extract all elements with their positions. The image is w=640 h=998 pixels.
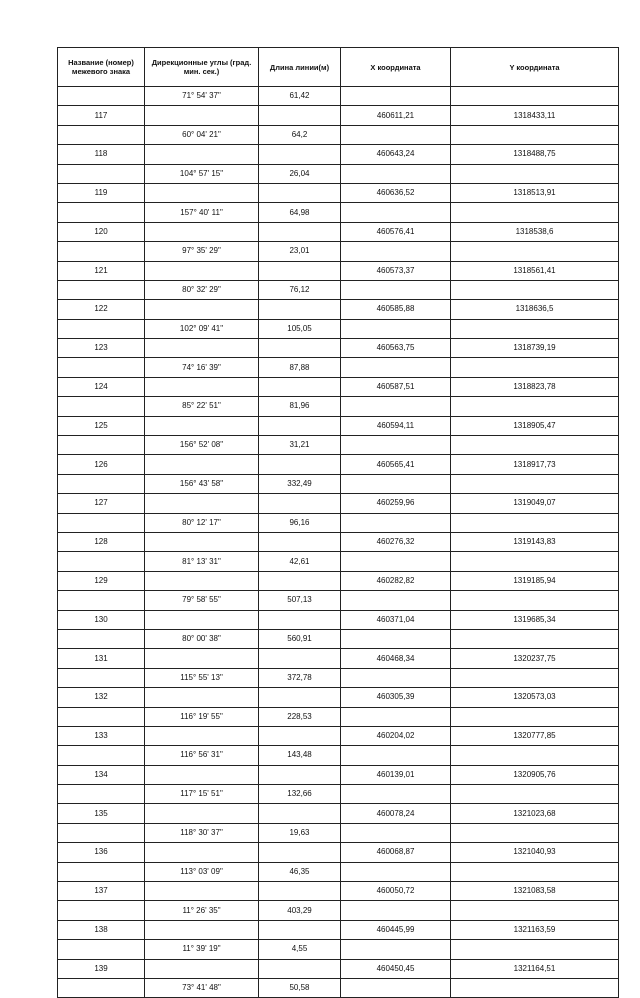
table-row [58, 436, 619, 455]
length-cell: 50,58 [259, 978, 341, 997]
length-cell: 61,42 [259, 87, 341, 106]
y-coordinate-cell: 1318823,78 [451, 377, 619, 396]
point-name-cell [58, 901, 145, 920]
table-row [58, 513, 619, 532]
length-cell [259, 765, 341, 784]
table-row [58, 183, 619, 202]
length-cell: 64,98 [259, 203, 341, 222]
y-coordinate-cell: 1318561,41 [451, 261, 619, 280]
table-row [58, 416, 619, 435]
x-coordinate-cell: 460573,37 [341, 261, 451, 280]
length-cell: 81,96 [259, 397, 341, 416]
angle-cell [145, 339, 259, 358]
point-name-cell [58, 746, 145, 765]
x-coordinate-cell [341, 707, 451, 726]
table-row [58, 668, 619, 687]
y-coordinate-cell [451, 785, 619, 804]
y-coordinate-cell [451, 513, 619, 532]
table-row [58, 746, 619, 765]
angle-cell: 104° 57' 15" [145, 164, 259, 183]
y-coordinate-cell [451, 901, 619, 920]
length-cell: 4,55 [259, 940, 341, 959]
length-cell [259, 688, 341, 707]
point-name-cell: 134 [58, 765, 145, 784]
length-cell: 507,13 [259, 591, 341, 610]
y-coordinate-cell [451, 862, 619, 881]
y-coordinate-cell: 1320777,85 [451, 726, 619, 745]
table-row [58, 571, 619, 590]
y-coordinate-cell: 1319049,07 [451, 494, 619, 513]
x-coordinate-cell [341, 978, 451, 997]
x-coordinate-cell [341, 164, 451, 183]
x-coordinate-cell: 460565,41 [341, 455, 451, 474]
length-cell [259, 261, 341, 280]
point-name-cell: 129 [58, 571, 145, 590]
y-coordinate-cell [451, 552, 619, 571]
x-coordinate-cell: 460585,88 [341, 300, 451, 319]
header-length: Длина линии(м) [259, 48, 341, 87]
point-name-cell: 127 [58, 494, 145, 513]
angle-cell [145, 882, 259, 901]
table-row [58, 455, 619, 474]
point-name-cell: 133 [58, 726, 145, 745]
angle-cell [145, 222, 259, 241]
length-cell: 42,61 [259, 552, 341, 571]
angle-cell: 102° 09' 41" [145, 319, 259, 338]
angle-cell [145, 765, 259, 784]
table-row [58, 552, 619, 571]
point-name-cell [58, 125, 145, 144]
angle-cell: 80° 32' 29" [145, 280, 259, 299]
point-name-cell: 124 [58, 377, 145, 396]
angle-cell [145, 261, 259, 280]
point-name-cell [58, 242, 145, 261]
x-coordinate-cell: 460204,02 [341, 726, 451, 745]
point-name-cell [58, 668, 145, 687]
length-cell [259, 145, 341, 164]
x-coordinate-cell [341, 862, 451, 881]
angle-cell [145, 377, 259, 396]
x-coordinate-cell: 460468,34 [341, 649, 451, 668]
y-coordinate-cell [451, 319, 619, 338]
angle-cell: 156° 52' 08" [145, 436, 259, 455]
angle-cell [145, 416, 259, 435]
y-coordinate-cell [451, 280, 619, 299]
header-angle: Дирекционные углы (град. мин. сек.) [145, 48, 259, 87]
table-row [58, 629, 619, 648]
angle-cell: 11° 26' 35" [145, 901, 259, 920]
y-coordinate-cell [451, 358, 619, 377]
point-name-cell [58, 358, 145, 377]
y-coordinate-cell: 1318739,19 [451, 339, 619, 358]
angle-cell: 116° 56' 31" [145, 746, 259, 765]
x-coordinate-cell: 460259,96 [341, 494, 451, 513]
header-name: Название (номер) межевого знака [58, 48, 145, 87]
x-coordinate-cell [341, 940, 451, 959]
x-coordinate-cell: 460139,01 [341, 765, 451, 784]
table-row [58, 532, 619, 551]
table-row [58, 87, 619, 106]
y-coordinate-cell: 1319185,94 [451, 571, 619, 590]
point-name-cell: 119 [58, 183, 145, 202]
y-coordinate-cell: 1318538,6 [451, 222, 619, 241]
x-coordinate-cell [341, 280, 451, 299]
angle-cell [145, 571, 259, 590]
length-cell [259, 726, 341, 745]
angle-cell [145, 145, 259, 164]
angle-cell [145, 688, 259, 707]
x-coordinate-cell: 460078,24 [341, 804, 451, 823]
y-coordinate-cell: 1320905,76 [451, 765, 619, 784]
y-coordinate-cell: 1321164,51 [451, 959, 619, 978]
angle-cell [145, 959, 259, 978]
length-cell [259, 804, 341, 823]
table-row [58, 843, 619, 862]
angle-cell: 117° 15' 51" [145, 785, 259, 804]
point-name-cell [58, 940, 145, 959]
point-name-cell: 139 [58, 959, 145, 978]
length-cell: 26,04 [259, 164, 341, 183]
angle-cell [145, 106, 259, 125]
point-name-cell: 135 [58, 804, 145, 823]
angle-cell: 81° 13' 31" [145, 552, 259, 571]
length-cell: 46,35 [259, 862, 341, 881]
y-coordinate-cell: 1318513,91 [451, 183, 619, 202]
y-coordinate-cell: 1318905,47 [451, 416, 619, 435]
x-coordinate-cell: 460594,11 [341, 416, 451, 435]
angle-cell [145, 610, 259, 629]
point-name-cell: 126 [58, 455, 145, 474]
length-cell [259, 222, 341, 241]
table-row [58, 862, 619, 881]
table-row [58, 397, 619, 416]
y-coordinate-cell: 1321040,93 [451, 843, 619, 862]
angle-cell: 74° 16' 39" [145, 358, 259, 377]
table-row [58, 145, 619, 164]
angle-cell: 79° 58' 55" [145, 591, 259, 610]
angle-cell: 80° 00' 38" [145, 629, 259, 648]
angle-cell: 60° 04' 21" [145, 125, 259, 144]
point-name-cell: 128 [58, 532, 145, 551]
length-cell: 19,63 [259, 823, 341, 842]
y-coordinate-cell [451, 746, 619, 765]
y-coordinate-cell: 1318917,73 [451, 455, 619, 474]
table-row [58, 765, 619, 784]
y-coordinate-cell [451, 474, 619, 493]
y-coordinate-cell [451, 668, 619, 687]
x-coordinate-cell [341, 629, 451, 648]
point-name-cell: 130 [58, 610, 145, 629]
x-coordinate-cell: 460576,41 [341, 222, 451, 241]
x-coordinate-cell [341, 397, 451, 416]
y-coordinate-cell [451, 707, 619, 726]
y-coordinate-cell [451, 940, 619, 959]
angle-cell: 97° 35' 29" [145, 242, 259, 261]
x-coordinate-cell [341, 203, 451, 222]
angle-cell [145, 649, 259, 668]
boundary-coordinates-table [57, 47, 619, 998]
table-row [58, 940, 619, 959]
x-coordinate-cell [341, 319, 451, 338]
point-name-cell [58, 978, 145, 997]
angle-cell [145, 532, 259, 551]
point-name-cell [58, 552, 145, 571]
table-row [58, 319, 619, 338]
angle-cell: 85° 22' 51" [145, 397, 259, 416]
point-name-cell [58, 280, 145, 299]
y-coordinate-cell [451, 242, 619, 261]
length-cell [259, 106, 341, 125]
y-coordinate-cell [451, 125, 619, 144]
table-row [58, 920, 619, 939]
x-coordinate-cell [341, 591, 451, 610]
table-body [58, 87, 619, 998]
point-name-cell [58, 397, 145, 416]
y-coordinate-cell: 1321083,58 [451, 882, 619, 901]
length-cell: 76,12 [259, 280, 341, 299]
y-coordinate-cell [451, 164, 619, 183]
header-y: Y координата [451, 48, 619, 87]
table-row [58, 610, 619, 629]
length-cell: 372,78 [259, 668, 341, 687]
x-coordinate-cell: 460611,21 [341, 106, 451, 125]
table-row [58, 823, 619, 842]
table-row [58, 106, 619, 125]
point-name-cell: 122 [58, 300, 145, 319]
y-coordinate-cell [451, 436, 619, 455]
x-coordinate-cell: 460563,75 [341, 339, 451, 358]
length-cell [259, 610, 341, 629]
point-name-cell: 136 [58, 843, 145, 862]
angle-cell: 156° 43' 58" [145, 474, 259, 493]
point-name-cell: 118 [58, 145, 145, 164]
point-name-cell: 131 [58, 649, 145, 668]
y-coordinate-cell: 1321163,59 [451, 920, 619, 939]
table-row [58, 377, 619, 396]
length-cell: 143,48 [259, 746, 341, 765]
length-cell [259, 571, 341, 590]
table-row [58, 959, 619, 978]
point-name-cell [58, 203, 145, 222]
length-cell: 228,53 [259, 707, 341, 726]
angle-cell: 157° 40' 11" [145, 203, 259, 222]
y-coordinate-cell [451, 203, 619, 222]
point-name-cell: 123 [58, 339, 145, 358]
y-coordinate-cell: 1318636,5 [451, 300, 619, 319]
x-coordinate-cell: 460371,04 [341, 610, 451, 629]
header-x: X координата [341, 48, 451, 87]
x-coordinate-cell [341, 474, 451, 493]
y-coordinate-cell: 1318433,11 [451, 106, 619, 125]
table-row [58, 882, 619, 901]
table-row [58, 164, 619, 183]
length-cell: 105,05 [259, 319, 341, 338]
point-name-cell [58, 436, 145, 455]
table-row [58, 300, 619, 319]
length-cell [259, 183, 341, 202]
length-cell [259, 377, 341, 396]
x-coordinate-cell [341, 125, 451, 144]
point-name-cell: 125 [58, 416, 145, 435]
angle-cell: 116° 19' 55" [145, 707, 259, 726]
x-coordinate-cell [341, 87, 451, 106]
x-coordinate-cell: 460636,52 [341, 183, 451, 202]
length-cell [259, 843, 341, 862]
length-cell: 23,01 [259, 242, 341, 261]
angle-cell: 115° 55' 13" [145, 668, 259, 687]
angle-cell: 80° 12' 17" [145, 513, 259, 532]
x-coordinate-cell: 460305,39 [341, 688, 451, 707]
table-row [58, 978, 619, 997]
table-row [58, 688, 619, 707]
length-cell [259, 959, 341, 978]
length-cell [259, 300, 341, 319]
table-row [58, 494, 619, 513]
length-cell: 132,66 [259, 785, 341, 804]
angle-cell: 71° 54' 37" [145, 87, 259, 106]
table-row [58, 261, 619, 280]
table-row [58, 280, 619, 299]
x-coordinate-cell [341, 552, 451, 571]
length-cell: 403,29 [259, 901, 341, 920]
y-coordinate-cell: 1319143,83 [451, 532, 619, 551]
point-name-cell [58, 319, 145, 338]
table-row [58, 707, 619, 726]
y-coordinate-cell: 1319685,34 [451, 610, 619, 629]
table-row [58, 785, 619, 804]
length-cell: 332,49 [259, 474, 341, 493]
length-cell: 64,2 [259, 125, 341, 144]
y-coordinate-cell: 1318488,75 [451, 145, 619, 164]
point-name-cell: 137 [58, 882, 145, 901]
point-name-cell [58, 513, 145, 532]
x-coordinate-cell: 460643,24 [341, 145, 451, 164]
y-coordinate-cell: 1320573,03 [451, 688, 619, 707]
x-coordinate-cell [341, 436, 451, 455]
x-coordinate-cell: 460445,99 [341, 920, 451, 939]
x-coordinate-cell: 460276,32 [341, 532, 451, 551]
angle-cell [145, 455, 259, 474]
x-coordinate-cell: 460068,87 [341, 843, 451, 862]
x-coordinate-cell [341, 901, 451, 920]
length-cell [259, 339, 341, 358]
point-name-cell [58, 823, 145, 842]
x-coordinate-cell: 460587,51 [341, 377, 451, 396]
length-cell [259, 494, 341, 513]
point-name-cell: 132 [58, 688, 145, 707]
y-coordinate-cell [451, 823, 619, 842]
table-row [58, 804, 619, 823]
angle-cell: 118° 30' 37" [145, 823, 259, 842]
x-coordinate-cell [341, 242, 451, 261]
point-name-cell [58, 862, 145, 881]
x-coordinate-cell [341, 513, 451, 532]
point-name-cell [58, 474, 145, 493]
length-cell [259, 649, 341, 668]
table-row [58, 726, 619, 745]
point-name-cell [58, 785, 145, 804]
point-name-cell: 120 [58, 222, 145, 241]
y-coordinate-cell [451, 978, 619, 997]
y-coordinate-cell [451, 629, 619, 648]
angle-cell [145, 726, 259, 745]
x-coordinate-cell [341, 358, 451, 377]
length-cell [259, 532, 341, 551]
y-coordinate-cell [451, 591, 619, 610]
table-row [58, 242, 619, 261]
table-row [58, 474, 619, 493]
table-row [58, 125, 619, 144]
table-row [58, 649, 619, 668]
angle-cell [145, 843, 259, 862]
angle-cell [145, 494, 259, 513]
point-name-cell [58, 629, 145, 648]
length-cell [259, 920, 341, 939]
length-cell [259, 416, 341, 435]
point-name-cell: 121 [58, 261, 145, 280]
table-row [58, 358, 619, 377]
y-coordinate-cell [451, 397, 619, 416]
angle-cell: 113° 03' 09" [145, 862, 259, 881]
angle-cell [145, 300, 259, 319]
angle-cell: 11° 39' 19" [145, 940, 259, 959]
x-coordinate-cell: 460450,45 [341, 959, 451, 978]
x-coordinate-cell [341, 785, 451, 804]
table-header-row [58, 48, 619, 87]
x-coordinate-cell [341, 746, 451, 765]
point-name-cell [58, 87, 145, 106]
y-coordinate-cell [451, 87, 619, 106]
length-cell [259, 455, 341, 474]
y-coordinate-cell: 1320237,75 [451, 649, 619, 668]
table-row [58, 222, 619, 241]
table-row [58, 203, 619, 222]
x-coordinate-cell [341, 823, 451, 842]
table-row [58, 339, 619, 358]
length-cell: 31,21 [259, 436, 341, 455]
length-cell: 96,16 [259, 513, 341, 532]
point-name-cell: 117 [58, 106, 145, 125]
point-name-cell [58, 591, 145, 610]
y-coordinate-cell: 1321023,68 [451, 804, 619, 823]
angle-cell [145, 804, 259, 823]
x-coordinate-cell: 460282,82 [341, 571, 451, 590]
length-cell: 560,91 [259, 629, 341, 648]
angle-cell [145, 183, 259, 202]
x-coordinate-cell: 460050,72 [341, 882, 451, 901]
point-name-cell [58, 164, 145, 183]
table-row [58, 591, 619, 610]
angle-cell [145, 920, 259, 939]
point-name-cell [58, 707, 145, 726]
length-cell [259, 882, 341, 901]
table-row [58, 901, 619, 920]
angle-cell: 73° 41' 48" [145, 978, 259, 997]
x-coordinate-cell [341, 668, 451, 687]
length-cell: 87,88 [259, 358, 341, 377]
point-name-cell: 138 [58, 920, 145, 939]
